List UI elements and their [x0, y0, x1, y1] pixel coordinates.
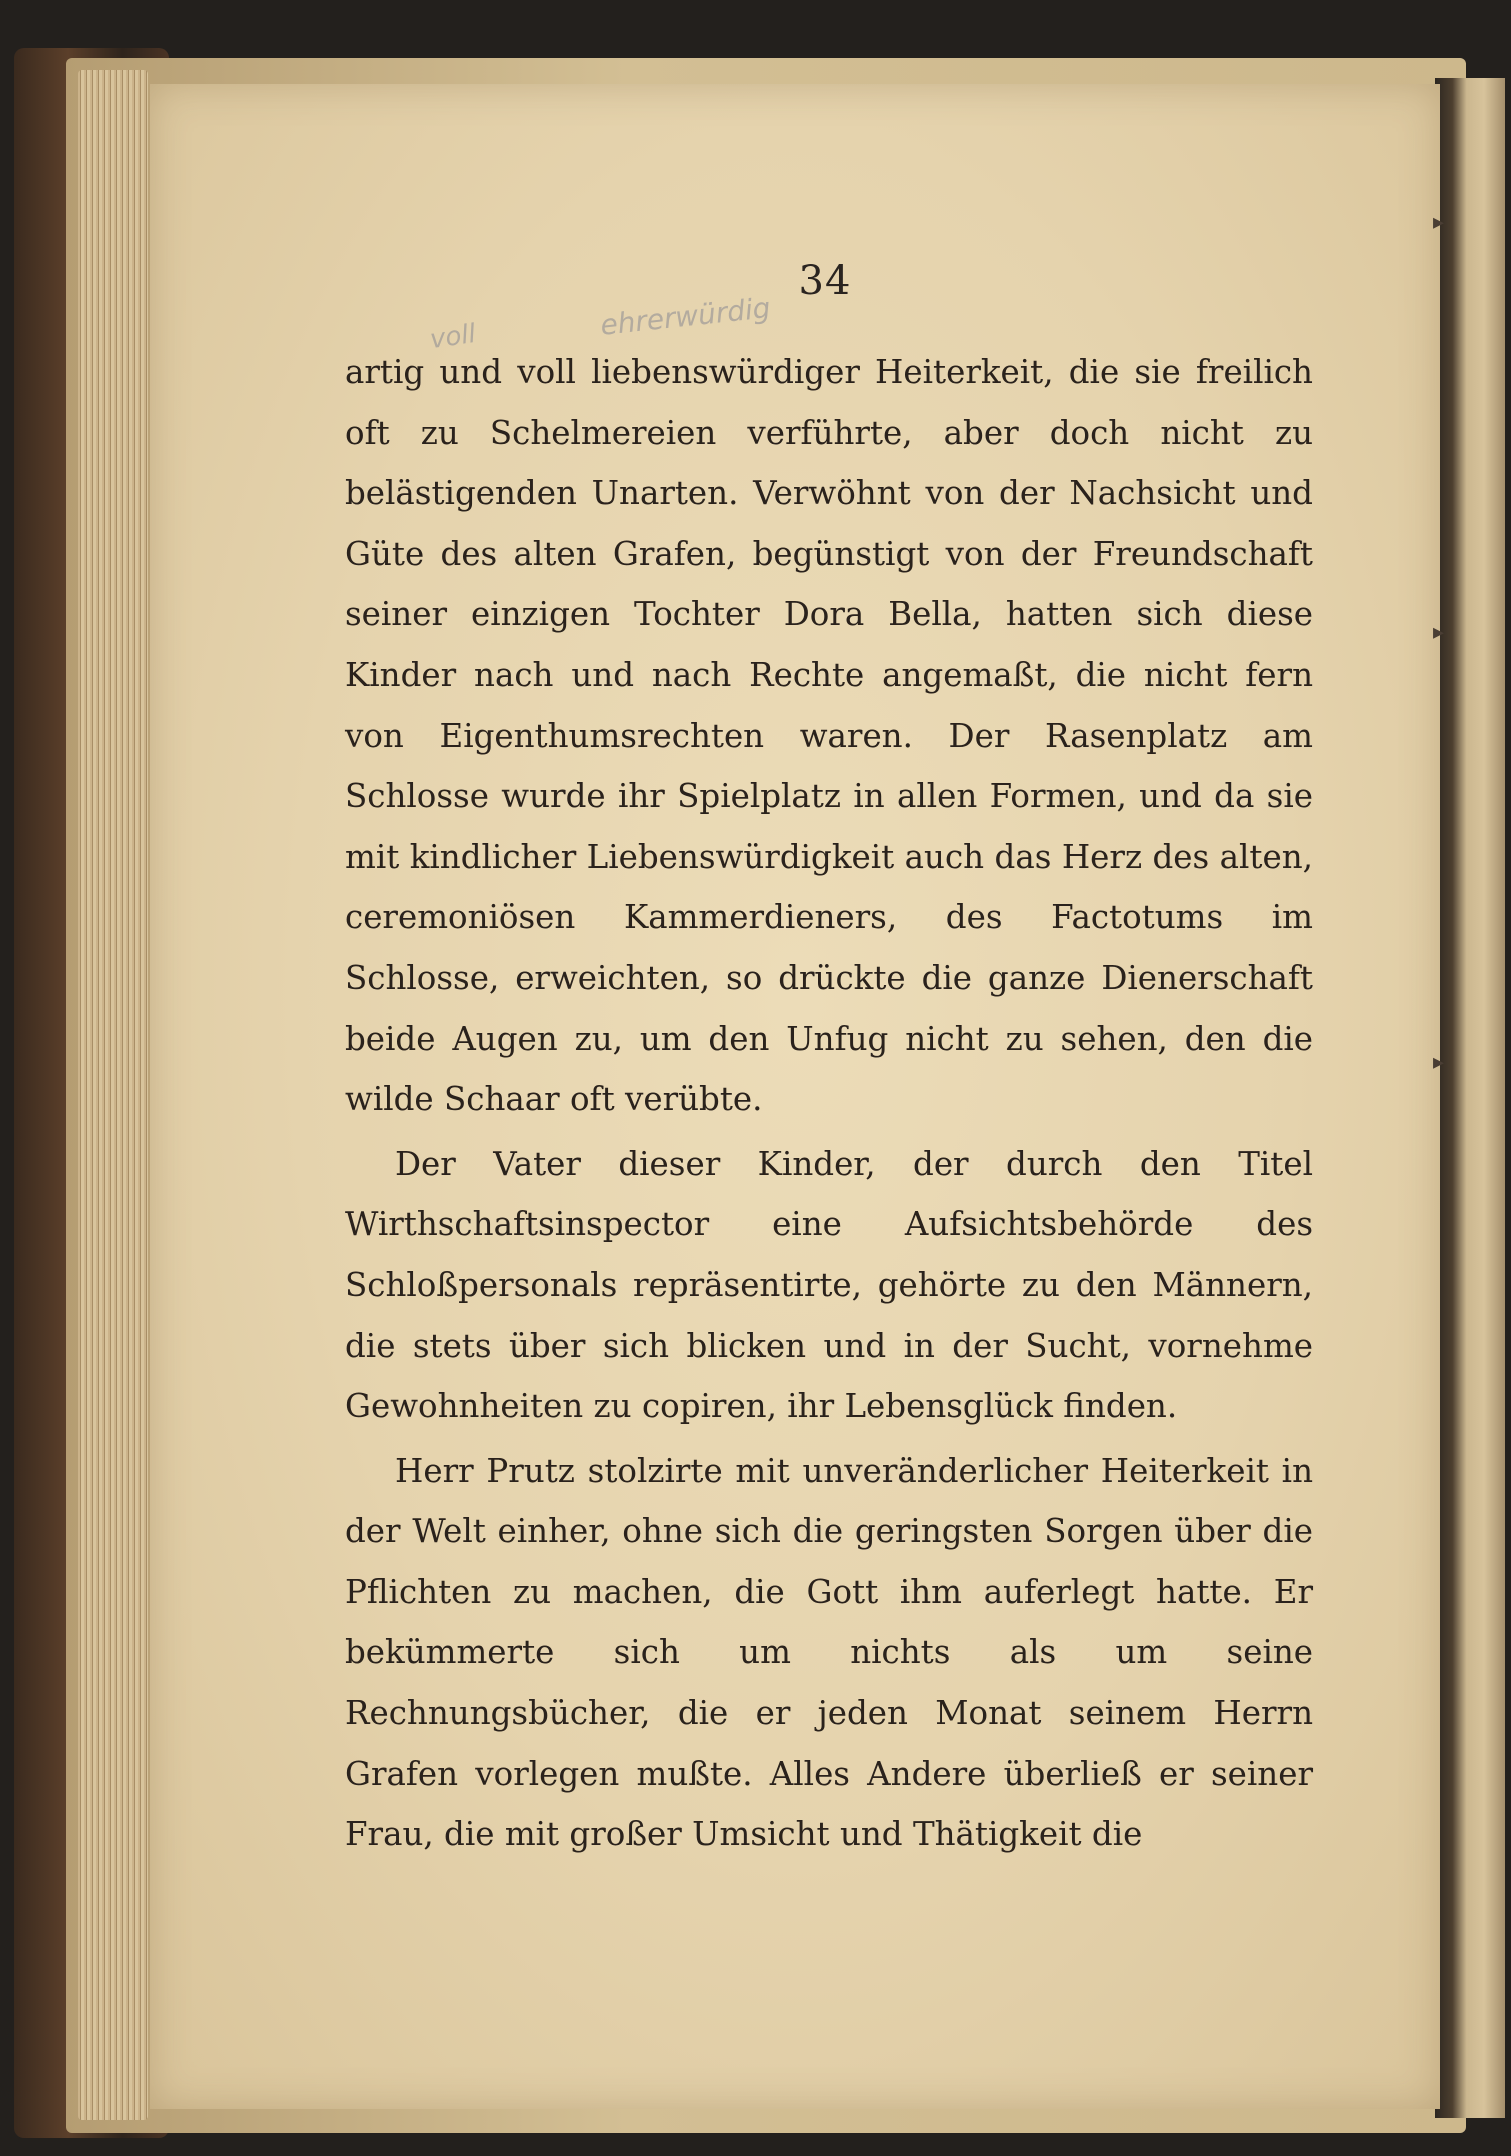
paragraph-2: Der Vater dieser Kinder, der durch den Titel Wirthschaftsinspector eine Aufsichtsbehörde des Schloßpersonals repräsentirte, gehörte zu den Männern, die stets über sich blicken und in der Sucht, vornehme Gewohnheiten zu copiren, ihr Lebensglück finden.	[345, 1144, 1313, 1426]
page-edge-stripes	[78, 70, 148, 2120]
margin-tick-mark: ▸	[1433, 210, 1445, 235]
facing-page-gutter	[1435, 78, 1505, 2118]
margin-tick-mark: ▸	[1433, 620, 1445, 645]
page-number: 34	[798, 258, 852, 304]
body-text	[345, 342, 1313, 1865]
pencil-annotation-2: ehrerwürdig	[598, 291, 772, 342]
paragraph-1: artig und voll liebenswürdiger Heiterkeit, die sie freilich oft zu Schelmereien verführte, aber doch nicht zu belästigenden Unarten. Verwöhnt von der Nachsicht und Güte des alten Grafen, begünstigt von der Freundschaft seiner einzigen Tochter Dora Bella, hatten sich diese Kinder nach und nach Rechte angemaßt, die nicht fern von Eigenthumsrechten waren. Der Rasenplatz am Schlosse wurde ihr Spielplatz in allen Formen, und da sie mit kindlicher Liebenswürdigkeit auch das Herz des alten, ceremoniösen Kammerdieners, des Factotums im Schlosse, erweichten, so drückte die ganze Dienerschaft beide Augen zu, um den Unfug nicht zu sehen, den die wilde Schaar oft verübte.	[345, 353, 1313, 1119]
pencil-annotation-1: voll	[428, 318, 478, 356]
paragraph-3: Herr Prutz stolzirte mit unveränderlicher Heiterkeit in der Welt einher, ohne sich die geringsten Sorgen über die Pflichten zu machen, die Gott ihm auferlegt hatte. Er bekümmerte sich um nichts als um seine Rechnungsbücher, die er jeden Monat seinem Herrn Grafen vorlegen mußte. Alles Andere überließ er seiner Frau, die mit großer Umsicht und Thätigkeit die	[345, 1451, 1313, 1854]
margin-tick-mark: ▸	[1433, 1050, 1445, 1075]
